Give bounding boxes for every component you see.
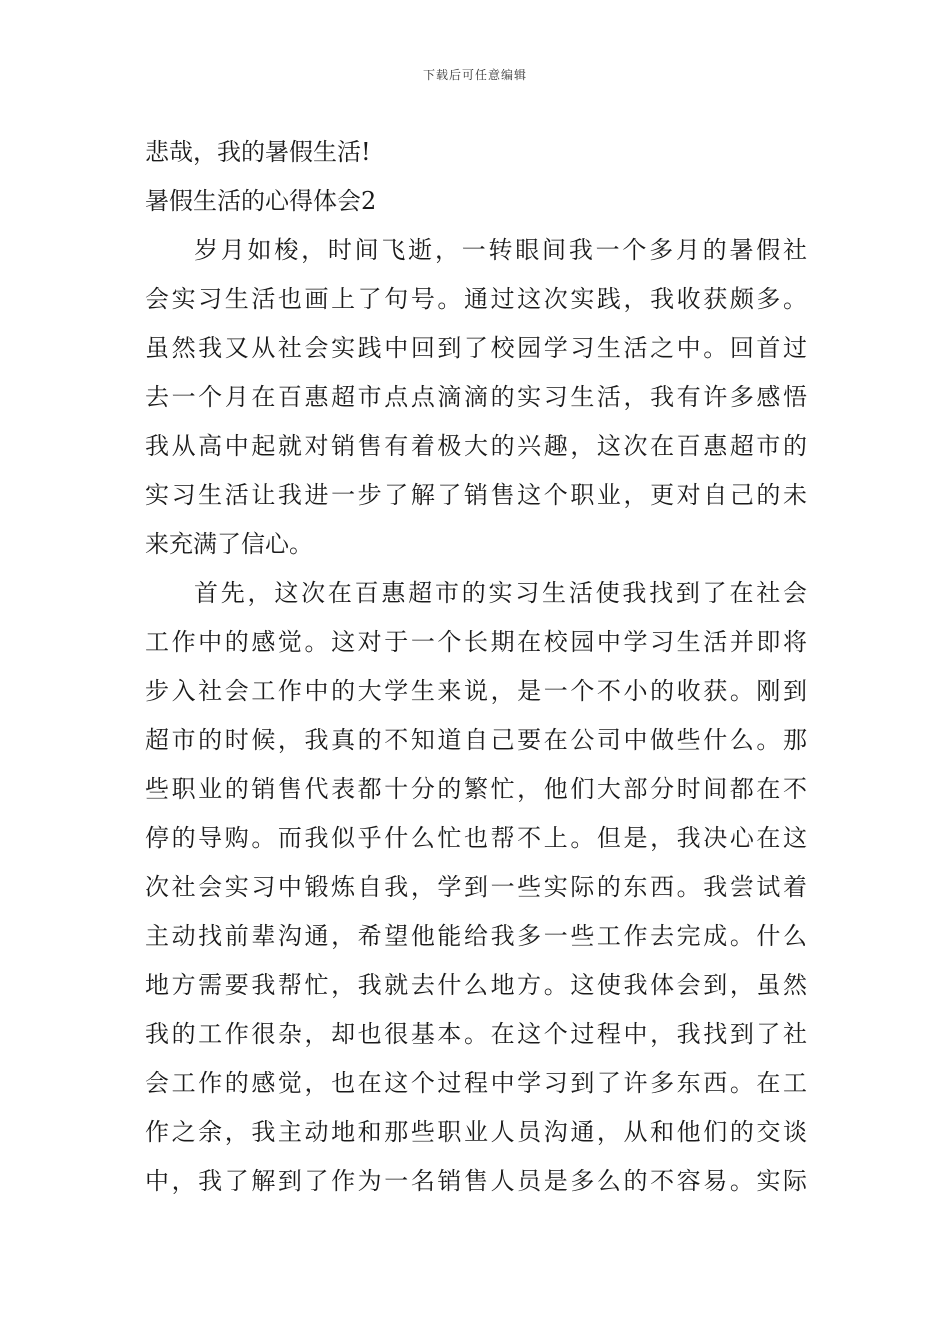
paragraph-line: 停的导购。而我似乎什么忙也帮不上。但是，我决心在这 bbox=[145, 824, 807, 852]
page-header-note: 下载后可任意编辑 bbox=[422, 68, 527, 82]
paragraph-line: 实习生活让我进一步了解了销售这个职业，更对自己的未 bbox=[145, 481, 807, 509]
paragraph-line: 我的工作很杂，却也很基本。在这个过程中，我找到了社 bbox=[145, 1020, 807, 1048]
paragraph-line: 作之余，我主动地和那些职业人员沟通，从和他们的交谈 bbox=[145, 1118, 807, 1146]
paragraph-line: 超市的时候，我真的不知道自己要在公司中做些什么。那 bbox=[145, 726, 807, 754]
paragraph-line: 虽然我又从社会实践中回到了校园学习生活之中。回首过 bbox=[145, 334, 807, 362]
paragraph-line: 中，我了解到了作为一名销售人员是多么的不容易。实际 bbox=[145, 1167, 807, 1195]
paragraph-line: 些职业的销售代表都十分的繁忙，他们大部分时间都在不 bbox=[145, 775, 807, 803]
paragraph-line: 主动找前辈沟通，希望他能给我多一些工作去完成。什么 bbox=[145, 922, 807, 950]
paragraph-line: 会工作的感觉，也在这个过程中学习到了许多东西。在工 bbox=[145, 1069, 807, 1097]
paragraph-line: 来充满了信心。 bbox=[145, 530, 313, 558]
paragraph-line: 地方需要我帮忙，我就去什么地方。这使我体会到，虽然 bbox=[145, 971, 807, 999]
paragraph-line: 我从高中起就对销售有着极大的兴趣，这次在百惠超市的 bbox=[145, 432, 807, 460]
paragraph-line: 工作中的感觉。这对于一个长期在校园中学习生活并即将 bbox=[145, 628, 807, 656]
paragraph-line: 步入社会工作中的大学生来说，是一个不小的收获。刚到 bbox=[145, 677, 807, 705]
paragraph-line: 首先，这次在百惠超市的实习生活使我找到了在社会 bbox=[194, 579, 807, 607]
paragraph-line: 去一个月在百惠超市点点滴滴的实习生活，我有许多感悟 bbox=[145, 383, 807, 411]
paragraph-line: 会实习生活也画上了句号。通过这次实践，我收获颇多。 bbox=[145, 285, 807, 313]
closing-sentence: 悲哉，我的暑假生活! bbox=[145, 138, 371, 166]
document-body bbox=[145, 128, 807, 1206]
paragraph-line: 次社会实习中锻炼自我，学到一些实际的东西。我尝试着 bbox=[145, 873, 807, 901]
section-title: 暑假生活的心得体会2 bbox=[145, 187, 377, 215]
paragraph-line: 岁月如梭，时间飞逝，一转眼间我一个多月的暑假社 bbox=[194, 236, 807, 264]
